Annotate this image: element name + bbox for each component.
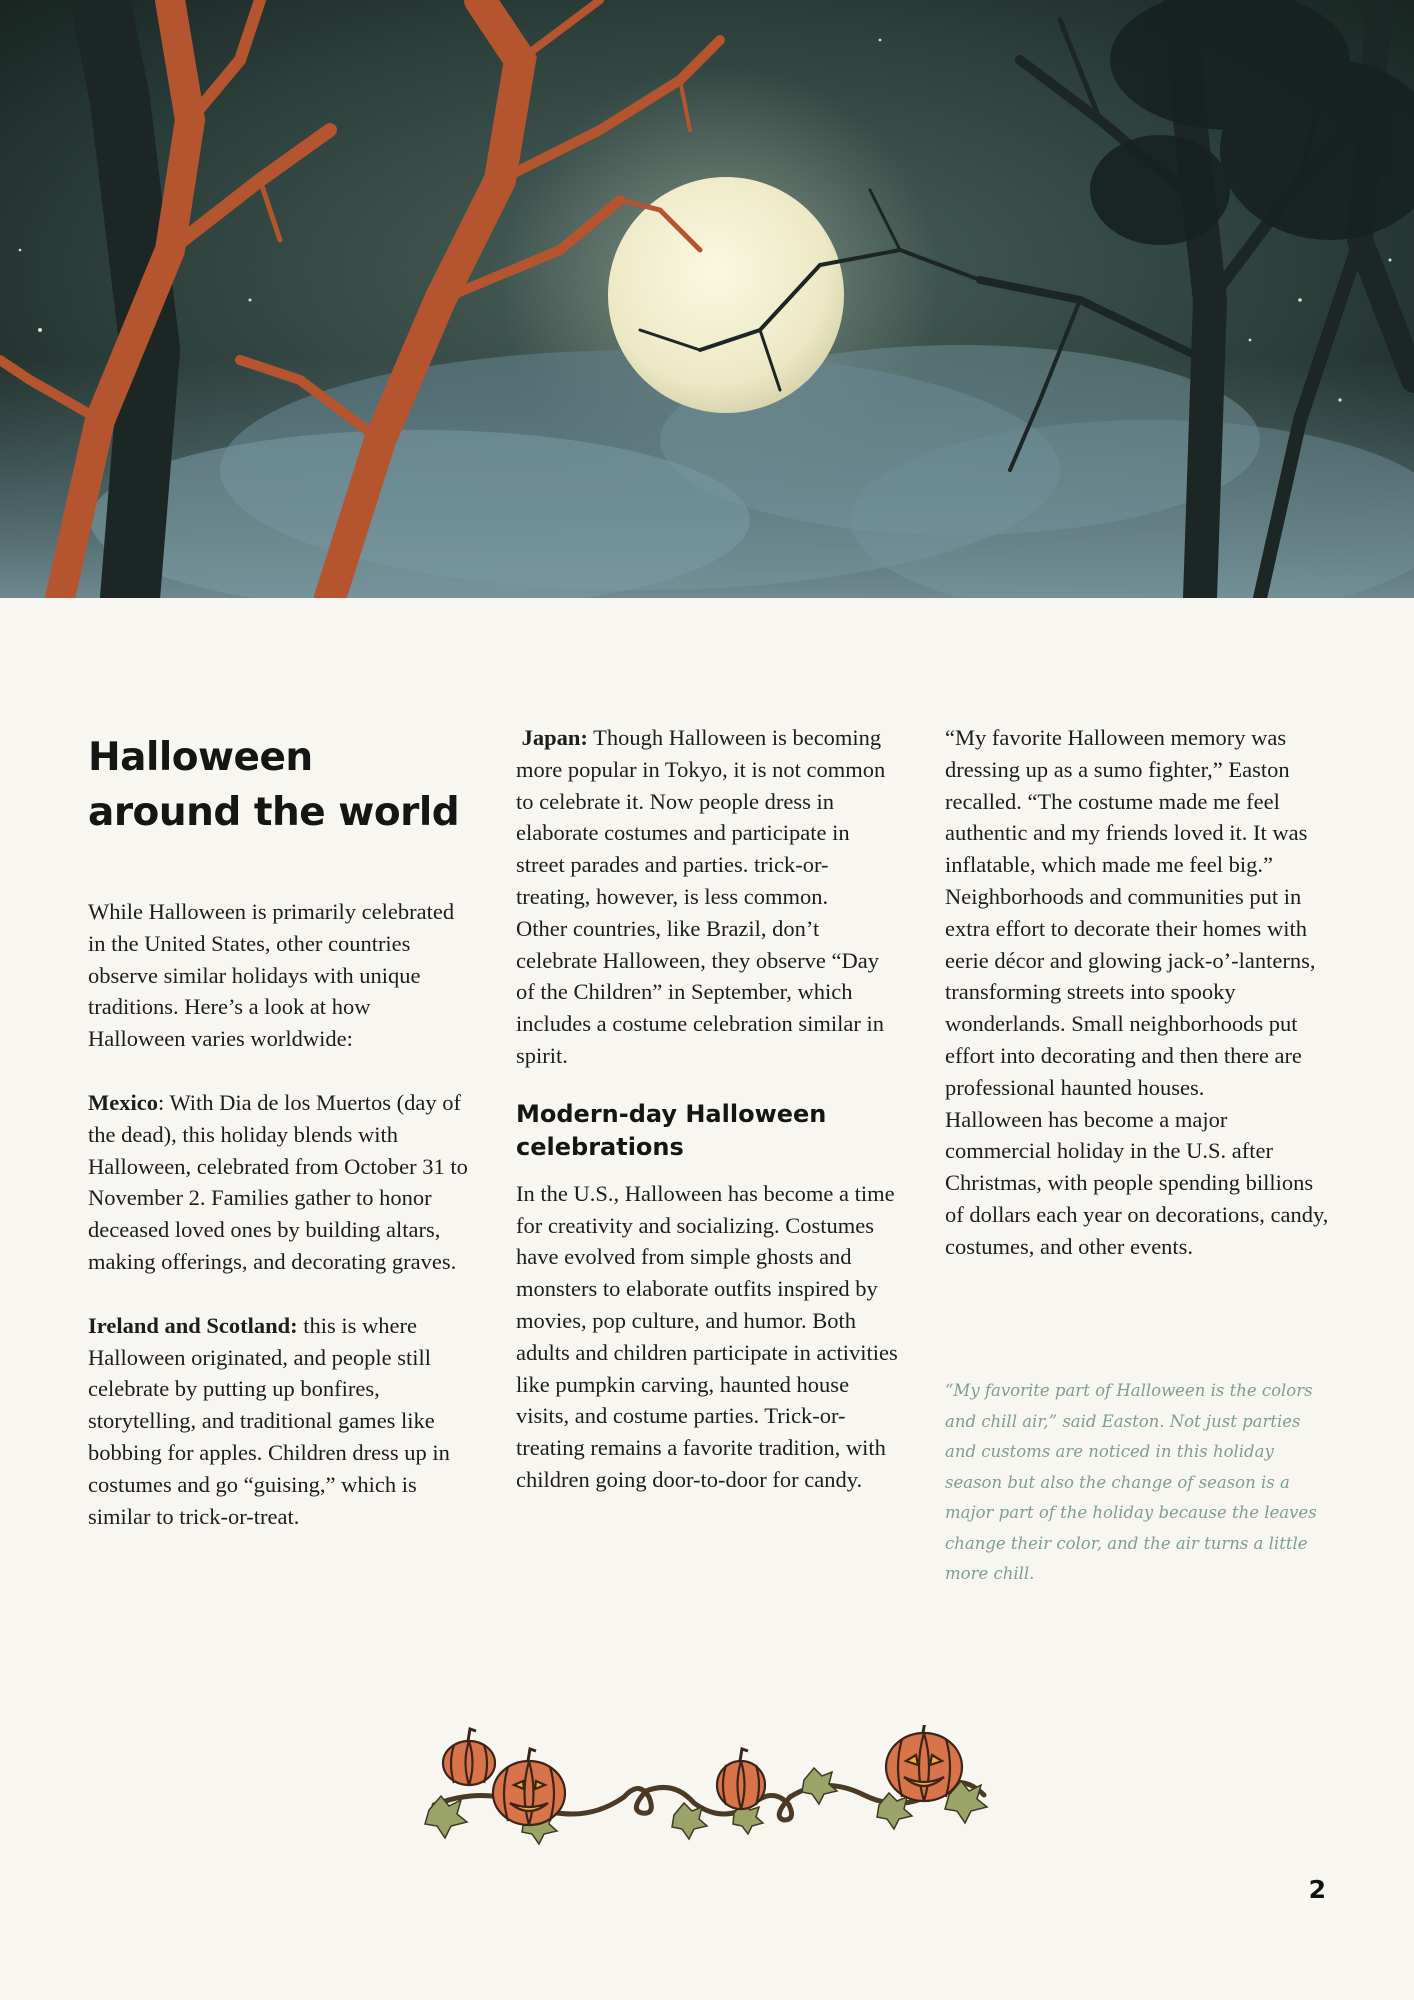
mexico-paragraph [88, 1087, 472, 1278]
commercial-paragraph: Halloween has become a major commercial holiday in the U.S. after Christmas, with people spending billions of dollars each year on decorations, candy, costumes, and other events. [945, 1106, 1329, 1259]
pumpkin-vine-icon [424, 1725, 990, 1845]
japan-paragraph [516, 722, 900, 913]
page-title: Halloween around the world [88, 735, 460, 835]
column-left [88, 722, 472, 1532]
memory-paragraph: “My favorite Halloween memory was dressing up as a sumo fighter,” Easton recalled. “The costume made me feel authentic and my friends loved it. It was inflatable, which made me feel big.” [945, 725, 1308, 878]
japan-text: Though Halloween is becoming more popular in Tokyo, it is not common to celebrate it. Now people dress in elaborate costumes and participate in street parades and parties. trick-or-treating, however, is less common. [516, 725, 886, 909]
column-right [945, 722, 1329, 1263]
neighborhoods-paragraph: Neighborhoods and communities put in extra effort to decorate their homes with eerie décor and glowing jack-o’-lanterns, transforming streets into spooky wonderlands. Small neighborhoods put effort into decorating and then there are professional haunted houses. [945, 883, 1316, 1100]
japan-label: Japan: [521, 725, 588, 750]
column-middle [516, 722, 900, 1496]
moon [608, 177, 844, 413]
jack-o-lantern-right [886, 1725, 962, 1801]
mexico-text: : With Dia de los Muertos (day of the dead), this holiday blends with Halloween, celebrated from October 31 to November 2. Families gather to honor deceased loved ones by building altars, making offerings, and decorating graves. [88, 1089, 468, 1274]
ireland-label: Ireland and Scotland: [88, 1312, 298, 1338]
brazil-paragraph: Other countries, like Brazil, don’t celebrate Halloween, they observe “Day of the Children” in September, which includes a costume celebration similar in spirit. [516, 915, 885, 1068]
intro-paragraph: While Halloween is primarily celebrated in the United States, other countries observe similar holidays with unique traditions. Here’s a look at how Halloween varies worldwide: [88, 899, 455, 1052]
jack-o-lantern-left [493, 1749, 565, 1825]
pull-quote: “My favorite part of Halloween is the colors and chill air,” said Easton. Not just parties and customs are noticed in this holiday season but also the change of season is a major part of the holiday because the leaves change their color, and the air turns a little more chill. [945, 1381, 1317, 1583]
pumpkin-vine-ornament [424, 1725, 990, 1845]
hero-image [0, 0, 1414, 598]
pumpkin-small-left [443, 1729, 495, 1785]
pumpkin-small-middle [717, 1749, 765, 1809]
modern-paragraph: In the U.S., Halloween has become a time for creativity and socializing. Costumes have evolved from simple ghosts and monsters to elaborate outfits inspired by movies, pop culture, and humor. Both adults and children participate in activities like pumpkin carving, haunted house visits, and costume parties. Trick-or-treating remains a favorite tradition, with children going door-to-door for candy. [516, 1180, 898, 1492]
page-number: 2 [1308, 1875, 1326, 1904]
moon-forest-illustration [0, 0, 1414, 598]
ireland-text: this is where Halloween originated, and people still celebrate by putting up bonfires, storytelling, and traditional games like bobbing for apples. Children dress up in costumes and go “guising,” which is similar to trick-or-treat. [88, 1312, 450, 1529]
ireland-paragraph [88, 1310, 472, 1533]
modern-heading: Modern-day Halloween celebrations [516, 1099, 827, 1161]
mexico-label: Mexico [88, 1089, 158, 1115]
